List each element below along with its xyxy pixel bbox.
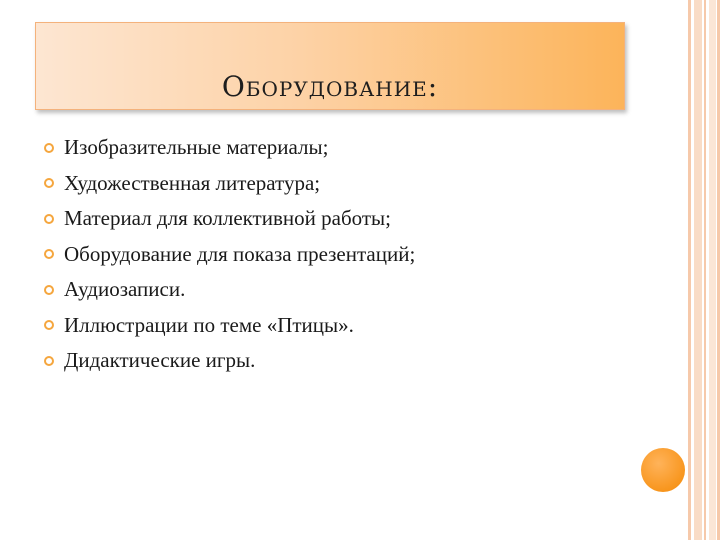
bullet-circle-icon <box>44 356 54 366</box>
title-bar <box>35 22 625 110</box>
bullet-circle-icon <box>44 178 54 188</box>
list-item <box>44 272 415 308</box>
bullet-list <box>44 130 415 379</box>
list-item <box>44 308 415 344</box>
decorative-stripe <box>704 0 706 540</box>
bullet-circle-icon <box>44 214 54 224</box>
bullet-circle-icon <box>44 143 54 153</box>
list-item <box>44 201 415 237</box>
list-item-text: Аудиозаписи. <box>64 277 186 302</box>
decorative-orange-circle <box>641 448 685 492</box>
list-item <box>44 166 415 202</box>
list-item-text: Дидактические игры. <box>64 348 256 373</box>
bullet-circle-icon <box>44 249 54 259</box>
list-item-text: Изобразительные материалы; <box>64 135 329 160</box>
bullet-circle-icon <box>44 285 54 295</box>
decorative-stripe <box>694 0 702 540</box>
decorative-stripe <box>688 0 691 540</box>
decorative-stripe <box>709 0 716 540</box>
list-item-text: Иллюстрации по теме «Птицы». <box>64 312 354 337</box>
list-item-text: Художественная литература; <box>64 170 321 195</box>
list-item-text: Оборудование для показа презентаций; <box>64 241 416 266</box>
slide-title: Оборудование: <box>221 70 439 103</box>
list-item <box>44 237 415 273</box>
list-item <box>44 130 415 166</box>
list-item <box>44 343 415 379</box>
list-item-text: Материал для коллективной работы; <box>64 206 391 231</box>
bullet-circle-icon <box>44 320 54 330</box>
